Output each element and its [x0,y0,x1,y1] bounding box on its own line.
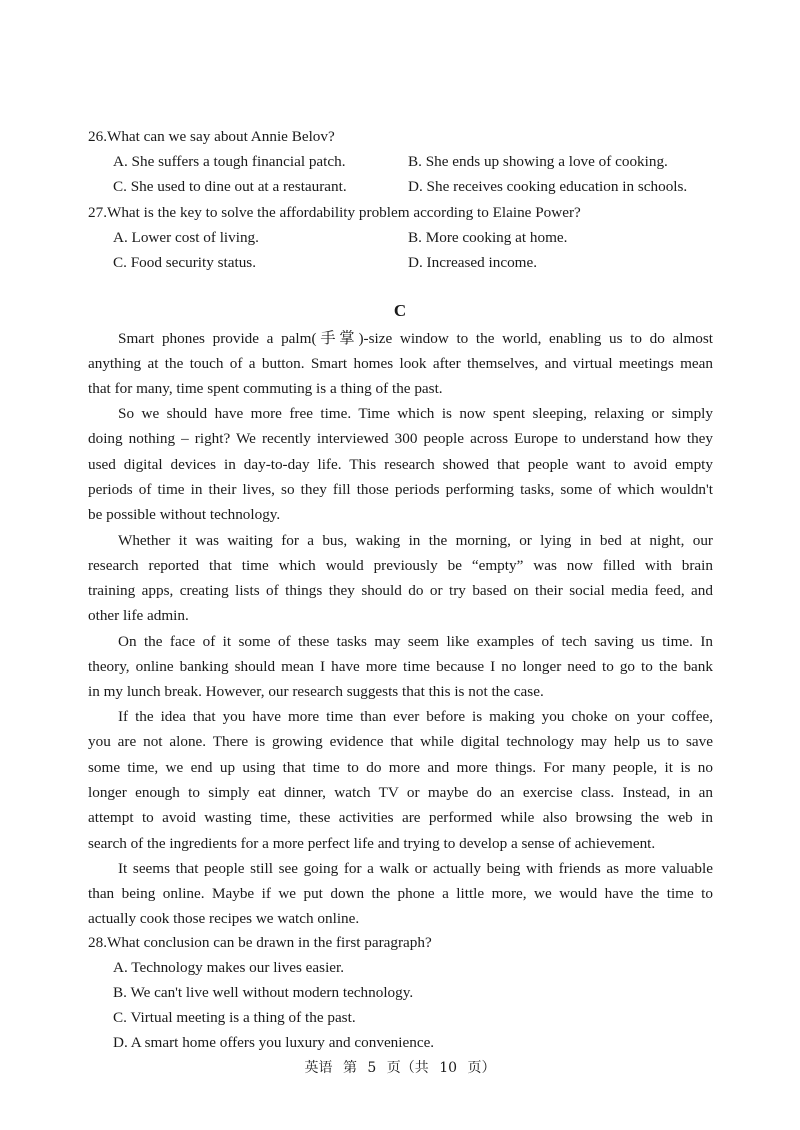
passage-line: So we should have more free time. Time which is now spent sleeping, relaxing or simply [118,405,713,422]
passage-line: attempt to avoid wasting time, these activities are performed while also browsing the web in [88,809,713,826]
passage-line: It seems that people still see going for a walk or actually being with friends as more valuable [118,860,713,877]
page-footer: 英语 第 5 页（共 10 页） [304,1060,496,1076]
passage-line: If the idea that you have more time than ever before is making you choke on your coffee, [118,708,713,725]
question-26-option-a: A. She suffers a tough financial patch. [113,153,346,170]
passage-line: theory, online banking should mean I have more time because I no longer need to go to the bank [88,658,713,675]
question-26-stem: 26.What can we say about Annie Belov? [88,128,335,145]
passage-line: research reported that time which would previously be “empty” was now filled with brain [88,557,713,574]
question-28-option-d: D. A smart home offers you luxury and convenience. [113,1034,435,1051]
passage-line: periods of time in their lives, so they fill those periods performing tasks, some of which wouldn't [88,481,713,498]
question-27-option-a: A. Lower cost of living. [113,229,259,246]
passage-line: than being online. Maybe if we put down the phone a little more, we would have the time to [88,885,713,902]
passage-line: be possible without technology. [88,506,281,523]
question-27-option-b: B. More cooking at home. [408,229,568,246]
question-27-option-c: C. Food security status. [113,254,257,271]
passage-line: used digital devices in day-to-day life. This research showed that people want to avoid empty [88,456,713,473]
passage-line: that for many, time spent commuting is a thing of the past. [88,380,443,397]
passage-line: search of the ingredients for a more perfect life and trying to develop a sense of achievement. [88,835,656,852]
passage-line: doing nothing – right? We recently interviewed 300 people across Europe to understand how they [88,430,713,447]
section-c-title: C [393,301,407,320]
passage-line: On the face of it some of these tasks may seem like examples of tech saving us time. In [118,633,713,650]
question-28-option-b: B. We can't live well without modern technology. [113,984,414,1001]
question-27-option-d: D. Increased income. [408,254,538,271]
passage-line: some time, we end up using that time to do more and more things. For many people, it is no [88,759,713,776]
question-28-option-a: A. Technology makes our lives easier. [113,959,345,976]
question-26-option-b: B. She ends up showing a love of cooking. [408,153,668,170]
passage-line: in my lunch break. However, our research suggests that this is not the case. [88,683,544,700]
question-27-stem: 27.What is the key to solve the affordability problem according to Elaine Power? [88,204,581,221]
passage-line: longer enough to simply eat dinner, watch TV or maybe do an exercise class. Instead, in an [88,784,713,801]
passage-line: other life admin. [88,607,189,624]
question-26-option-c: C. She used to dine out at a restaurant. [113,178,347,195]
passage-line: Whether it was waiting for a bus, waking in the morning, or lying in bed at night, our [118,532,713,549]
passage-line: training apps, creating lists of things they should do or try based on their social media feed, and [88,582,713,599]
passage-line: actually cook those recipes we watch online. [88,910,360,927]
passage-line: you are not alone. There is growing evidence that while digital technology may help us to save [88,733,713,750]
question-28-stem: 28.What conclusion can be drawn in the first paragraph? [88,934,432,951]
passage-line: anything at the touch of a button. Smart homes look after themselves, and virtual meetings mean [88,355,713,372]
question-26-option-d: D. She receives cooking education in schools. [408,178,688,195]
question-28-option-c: C. Virtual meeting is a thing of the past. [113,1009,356,1026]
passage-line: Smart phones provide a palm(手掌)-size window to the world, enabling us to do almost [118,330,713,347]
